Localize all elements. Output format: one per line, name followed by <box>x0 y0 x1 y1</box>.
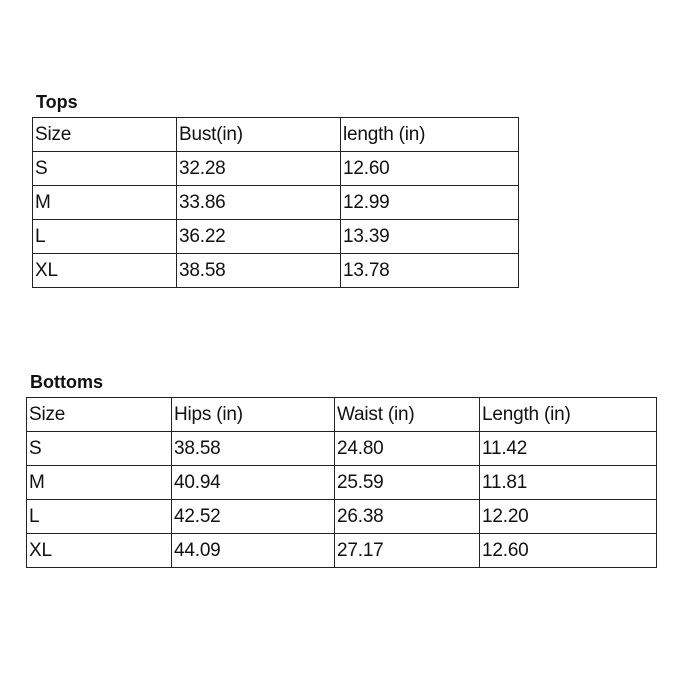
table-cell: 25.59 <box>335 466 480 500</box>
table-cell: 40.94 <box>172 466 335 500</box>
tops-title: Tops <box>36 92 78 112</box>
table-row <box>33 152 519 186</box>
table-cell: 42.52 <box>172 500 335 534</box>
table-cell: 13.78 <box>341 254 519 288</box>
table-row <box>27 432 657 466</box>
table-cell: S <box>27 432 172 466</box>
table-cell: 38.58 <box>177 254 341 288</box>
table-cell: 12.60 <box>480 534 657 568</box>
table-cell: XL <box>33 254 177 288</box>
table-row <box>33 254 519 288</box>
table-cell: 11.42 <box>480 432 657 466</box>
table-cell: 26.38 <box>335 500 480 534</box>
table-cell: S <box>33 152 177 186</box>
table-cell: M <box>27 466 172 500</box>
table-cell: 33.86 <box>177 186 341 220</box>
bottoms-size-table <box>26 397 657 568</box>
table-cell: 12.20 <box>480 500 657 534</box>
table-cell: XL <box>27 534 172 568</box>
table-cell: M <box>33 186 177 220</box>
header-cell: Length (in) <box>480 398 657 432</box>
table-header-row <box>27 398 657 432</box>
table-cell: 36.22 <box>177 220 341 254</box>
table-cell: 24.80 <box>335 432 480 466</box>
table-cell: 12.99 <box>341 186 519 220</box>
header-cell: length (in) <box>341 118 519 152</box>
table-cell: 32.28 <box>177 152 341 186</box>
header-cell: Size <box>27 398 172 432</box>
table-cell: 44.09 <box>172 534 335 568</box>
table-row <box>33 186 519 220</box>
header-cell: Waist (in) <box>335 398 480 432</box>
header-cell: Size <box>33 118 177 152</box>
table-cell: 13.39 <box>341 220 519 254</box>
table-header-row <box>33 118 519 152</box>
table-cell: 12.60 <box>341 152 519 186</box>
header-cell: Hips (in) <box>172 398 335 432</box>
table-row <box>27 500 657 534</box>
table-cell: 27.17 <box>335 534 480 568</box>
header-cell: Bust(in) <box>177 118 341 152</box>
table-cell: L <box>33 220 177 254</box>
table-cell: L <box>27 500 172 534</box>
bottoms-title: Bottoms <box>30 372 103 392</box>
table-row <box>27 534 657 568</box>
table-cell: 38.58 <box>172 432 335 466</box>
tops-size-table <box>32 117 519 288</box>
table-row <box>27 466 657 500</box>
table-row <box>33 220 519 254</box>
table-cell: 11.81 <box>480 466 657 500</box>
